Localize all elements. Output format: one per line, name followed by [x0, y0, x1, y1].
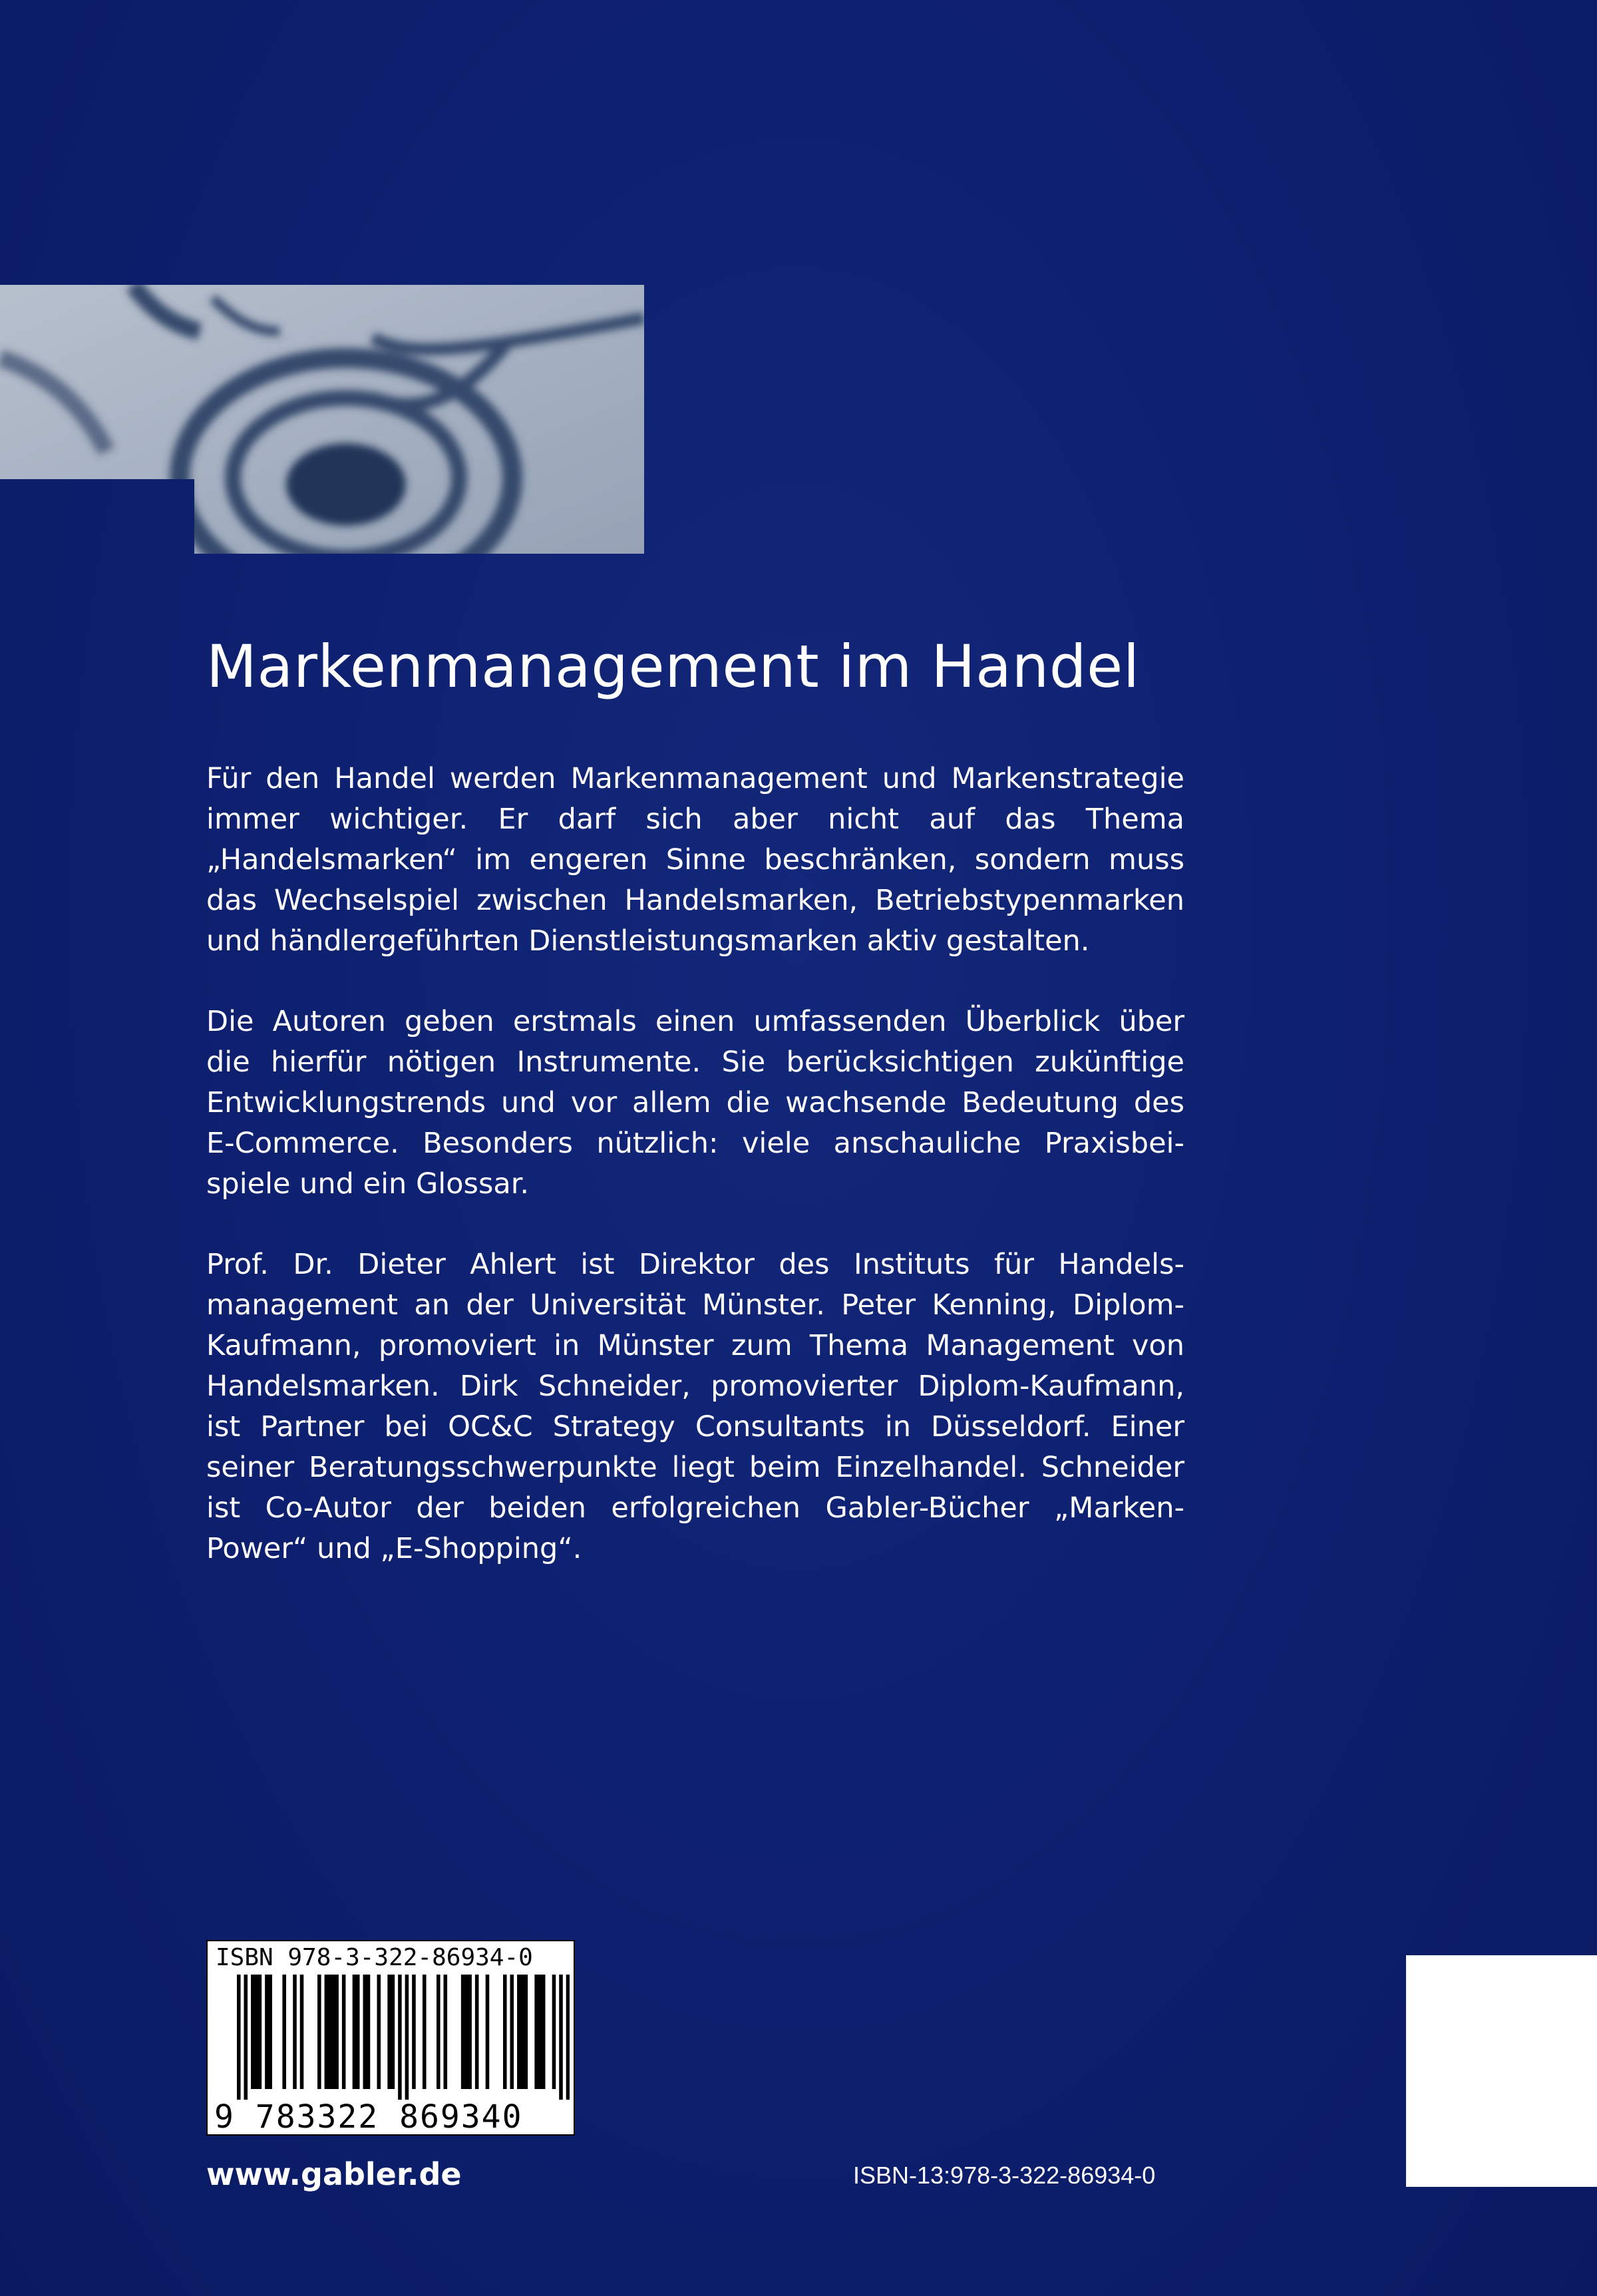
barcode-bar: [363, 1975, 367, 2089]
text-line: seiner Beratungsschwerpunkte liegt beim Einzelhandel. Schneider: [206, 1451, 1184, 1484]
cover-photo: [0, 285, 644, 479]
barcode-bar: [331, 1975, 335, 2089]
authors-paragraph: [206, 1244, 1184, 1569]
barcode-bar: [377, 1975, 381, 2089]
barcode-bar: [405, 1975, 409, 2100]
barcode-bar: [437, 1975, 441, 2089]
text-line: Die Autoren geben erstmals einen umfassenden Überblick über: [206, 1005, 1184, 1038]
barcode-bar: [538, 1975, 542, 2089]
barcode-bar: [317, 1975, 321, 2089]
text-line: Prof. Dr. Dieter Ahlert ist Direktor des Instituts für Handels-: [206, 1248, 1184, 1281]
barcode-bar: [300, 1975, 304, 2089]
text-line: ist Partner bei OC&C Strategy Consultants in Düsseldorf. Einer: [206, 1410, 1184, 1443]
text-line: das Wechselspiel zwischen Handelsmarken, Betriebstypenmarken: [206, 884, 1184, 917]
barcode-isbn-label: ISBN 978-3-322-86934-0: [216, 1944, 533, 1971]
barcode-bar: [254, 1975, 258, 2089]
text-line: die hierfür nötigen Instrumente. Sie berücksichtigen zukünftige: [206, 1046, 1184, 1079]
barcode-bar: [412, 1975, 416, 2089]
barcode-bar: [268, 1975, 272, 2089]
barcode-digits: 9 783322 869340: [214, 2098, 523, 2136]
barcode-bar: [328, 1975, 332, 2089]
barcode-bar: [486, 1975, 490, 2089]
text-line: spiele und ein Glossar.: [206, 1167, 530, 1201]
text-line: immer wichtiger. Er darf sich aber nicht auf das Thema: [206, 803, 1184, 836]
barcode-bar: [423, 1975, 427, 2089]
barcode-bar: [444, 1975, 448, 2089]
barcode-bar: [398, 1975, 402, 2100]
text-line: und händlergeführten Dienstleistungsmarken aktiv gestalten.: [206, 924, 1090, 958]
barcode-bar: [342, 1975, 346, 2089]
barcode-bar: [566, 1975, 570, 2100]
barcode-bar: [335, 1975, 339, 2089]
text-line: Power“ und „E-Shopping“.: [206, 1532, 582, 1565]
contents-paragraph: [206, 1002, 1184, 1205]
text-line: Handelsmarken. Dirk Schneider, promovierter Diplom-Kaufmann,: [206, 1370, 1184, 1403]
barcode-bar: [552, 1975, 556, 2089]
text-line: E-Commerce. Besonders nützlich: viele anschauliche Praxisbei-: [206, 1127, 1184, 1160]
barcode-bar: [356, 1975, 360, 2089]
barcode-bars: [237, 1975, 570, 2100]
publisher-website: www.gabler.de: [206, 2156, 462, 2192]
barcode-bar: [520, 1975, 524, 2089]
barcode-bar: [353, 1975, 357, 2089]
barcode-bar: [542, 1975, 546, 2089]
text-line: Kaufmann, promoviert in Münster zum Thema Management von: [206, 1329, 1184, 1362]
barcode-bar: [258, 1975, 262, 2089]
barcode-bar: [251, 1975, 255, 2089]
description-paragraph: [206, 759, 1184, 962]
barcode-bar: [524, 1975, 528, 2089]
barcode-bar: [468, 1975, 472, 2089]
barcode-bar: [517, 1975, 521, 2089]
text-line: ist Co-Autor der beiden erfolgreichen Gabler-Bücher „Marken-: [206, 1491, 1184, 1525]
text-line: Für den Handel werden Markenmanagement und Markenstrategie: [206, 762, 1184, 795]
barcode-bar: [293, 1975, 297, 2089]
book-title: Markenmanagement im Handel: [206, 632, 1140, 701]
barcode-bar: [244, 1975, 248, 2100]
barcode-bar: [237, 1975, 241, 2100]
barcode-bar: [503, 1975, 507, 2089]
barcode-bar: [475, 1975, 479, 2089]
price-sticker-area: [1406, 1955, 1597, 2187]
barcode-bar: [510, 1975, 514, 2089]
barcode-bar: [534, 1975, 538, 2089]
barcode-bar: [391, 1975, 395, 2089]
text-line: „Handelsmarken“ im engeren Sinne beschränken, sondern muss: [206, 843, 1184, 876]
cover-photo-lower: [194, 479, 644, 554]
barcode-bar: [265, 1975, 269, 2089]
barcode-bar: [367, 1975, 371, 2089]
text-line: Entwicklungstrends und vor allem die wachsende Bedeutung des: [206, 1086, 1184, 1119]
text-line: management an der Universität Münster. Peter Kenning, Diplom-: [206, 1288, 1184, 1322]
isbn-barcode: [206, 1940, 575, 2136]
barcode-bar: [559, 1975, 563, 2100]
barcode-bar: [464, 1975, 468, 2089]
barcode-bar: [461, 1975, 465, 2089]
barcode-bar: [325, 1975, 329, 2089]
isbn-13: ISBN-13:978-3-322-86934-0: [853, 2162, 1156, 2189]
barcode-bar: [282, 1975, 286, 2089]
barcode-bar: [387, 1975, 391, 2089]
